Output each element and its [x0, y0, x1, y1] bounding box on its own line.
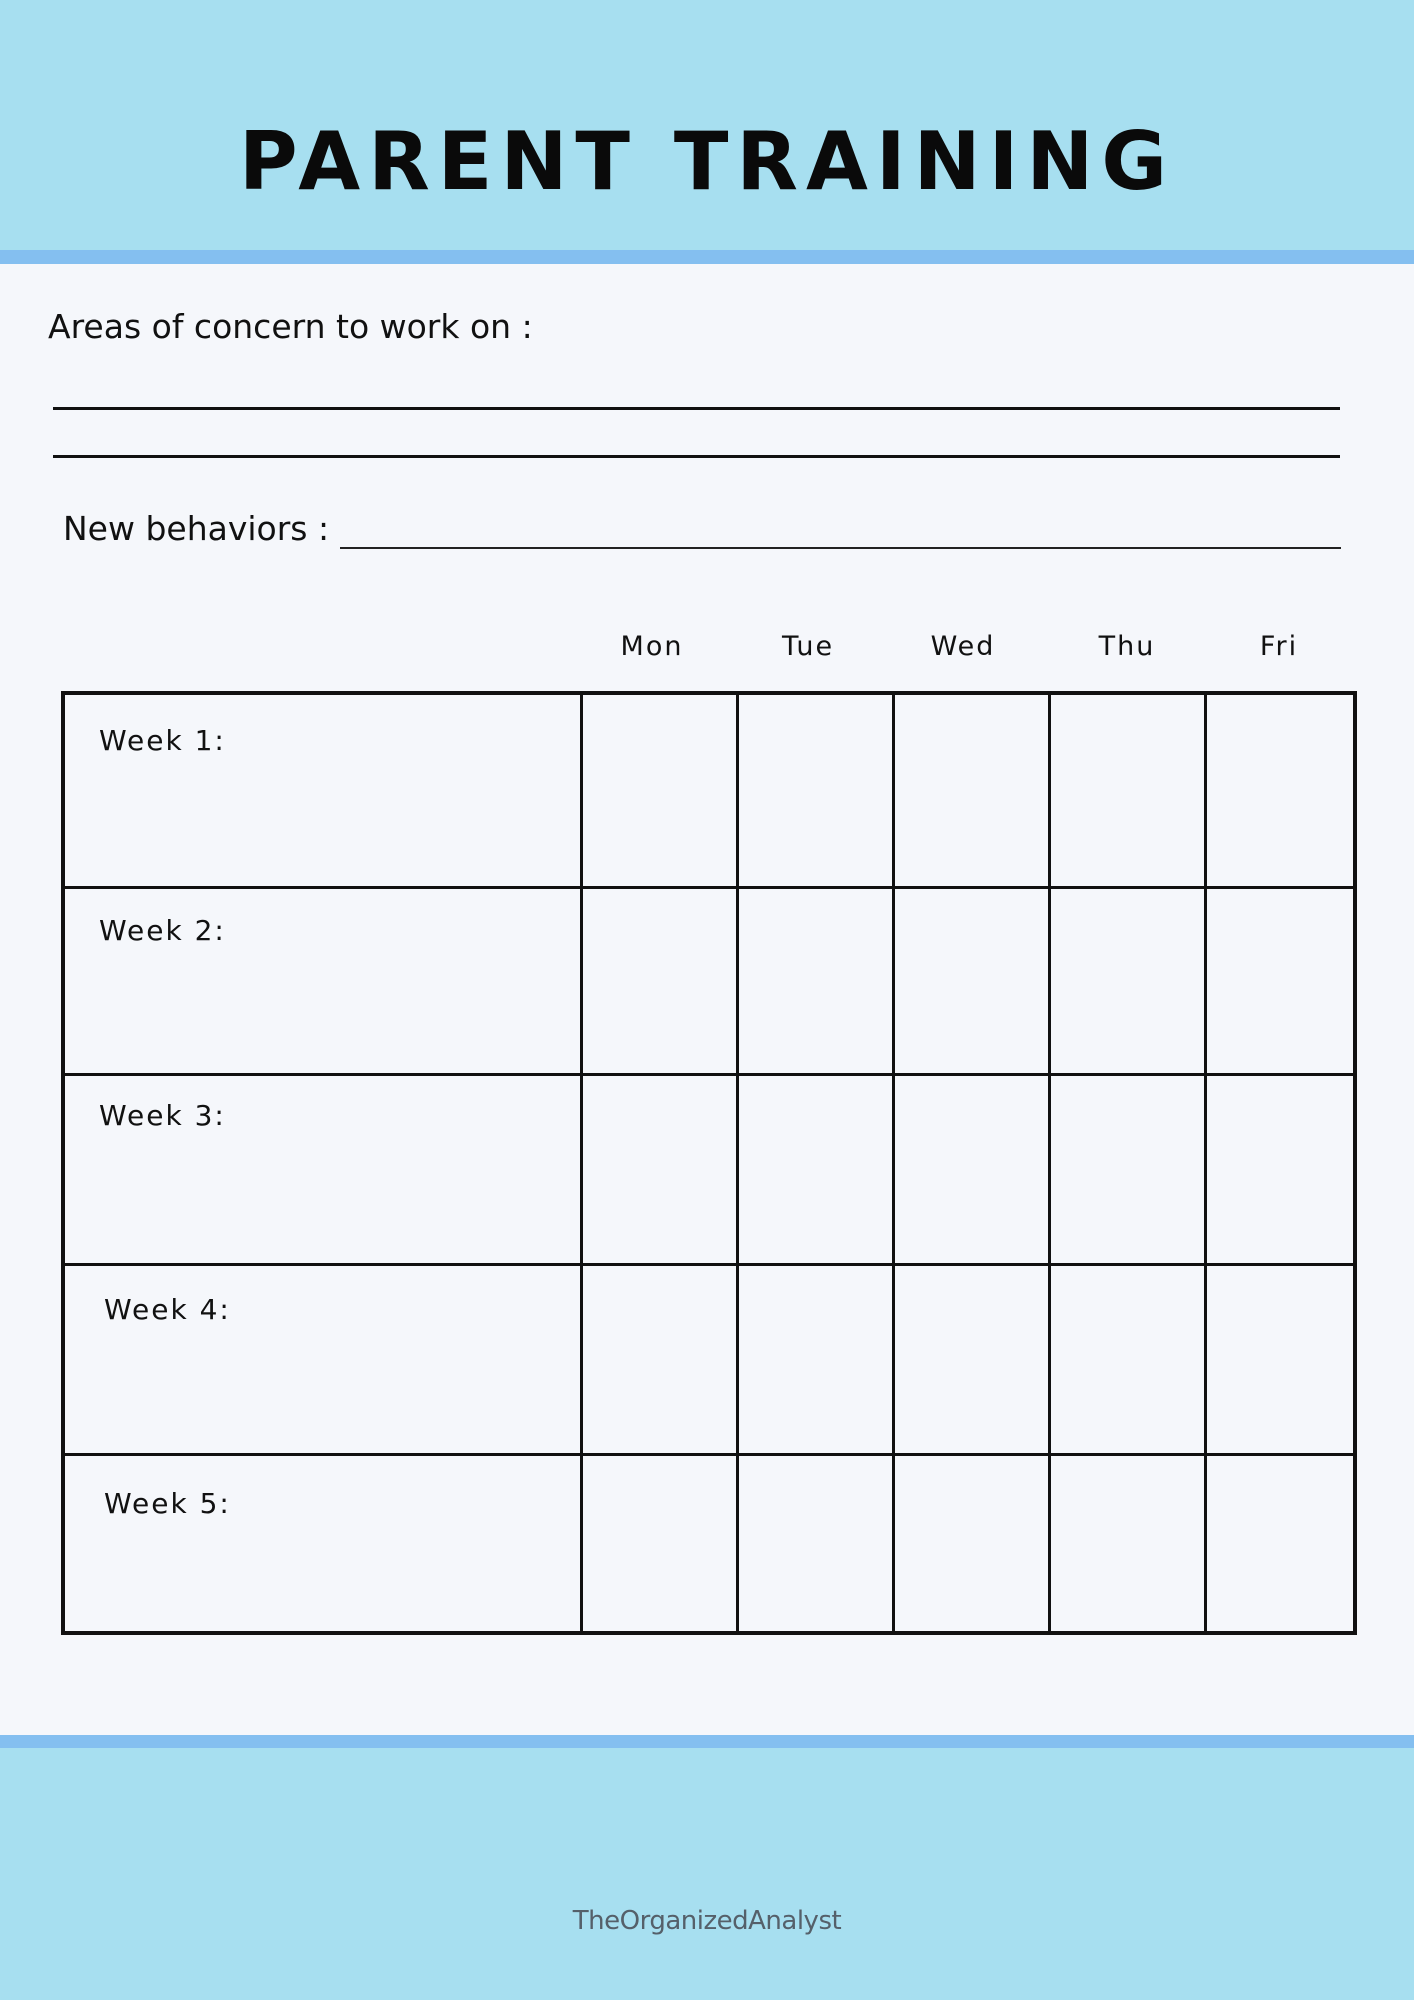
tracker-cell-mon[interactable]: [581, 693, 737, 887]
week-label-cell: [63, 693, 581, 887]
tracker-cell-fri[interactable]: [1205, 693, 1355, 887]
tracker-cell-tue[interactable]: [737, 1454, 893, 1633]
tracker-cell-wed[interactable]: [893, 1454, 1049, 1633]
areas-write-line-2[interactable]: [53, 455, 1340, 458]
tracker-cell-mon[interactable]: [581, 887, 737, 1074]
new-behaviors-label: New behaviors :: [63, 509, 330, 548]
areas-of-concern-label: Areas of concern to work on :: [48, 307, 533, 346]
tracker-cell-fri[interactable]: [1205, 887, 1355, 1074]
day-header-fri: Fri: [1259, 631, 1299, 662]
tracker-cell-thu[interactable]: [1049, 1264, 1205, 1454]
week-label: Week 5:: [104, 1486, 231, 1520]
tracker-cell-fri[interactable]: [1205, 1264, 1355, 1454]
tracker-cell-thu[interactable]: [1049, 1074, 1205, 1264]
week-label-cell: [63, 887, 581, 1074]
week-row: [63, 887, 1355, 1074]
week-label: Week 2:: [99, 913, 226, 947]
footer-banner: [0, 1748, 1414, 2000]
tracker-cell-mon[interactable]: [581, 1074, 737, 1264]
week-row: [63, 693, 1355, 887]
week-label-cell: [63, 1264, 581, 1454]
tracker-cell-wed[interactable]: [893, 1264, 1049, 1454]
tracker-cell-thu[interactable]: [1049, 1454, 1205, 1633]
weekly-tracker-table: [61, 691, 1357, 1635]
tracker-cell-mon[interactable]: [581, 1264, 737, 1454]
day-header-mon: Mon: [620, 631, 684, 662]
tracker-cell-tue[interactable]: [737, 693, 893, 887]
week-label: Week 3:: [99, 1098, 226, 1132]
tracker-cell-tue[interactable]: [737, 1074, 893, 1264]
tracker-cell-tue[interactable]: [737, 1264, 893, 1454]
week-label: Week 4:: [104, 1292, 231, 1326]
day-header-wed: Wed: [930, 631, 996, 662]
week-label-cell: [63, 1074, 581, 1264]
week-row: [63, 1074, 1355, 1264]
tracker-cell-fri[interactable]: [1205, 1454, 1355, 1633]
day-header-thu: Thu: [1098, 631, 1156, 662]
tracker-cell-mon[interactable]: [581, 1454, 737, 1633]
tracker-cell-wed[interactable]: [893, 887, 1049, 1074]
tracker-cell-fri[interactable]: [1205, 1074, 1355, 1264]
week-row: [63, 1264, 1355, 1454]
tracker-cell-tue[interactable]: [737, 887, 893, 1074]
footer-stripe: [0, 1735, 1414, 1748]
new-behaviors-write-line[interactable]: [340, 547, 1341, 549]
page-title: PARENT TRAINING: [238, 115, 1175, 208]
week-label: Week 1:: [99, 724, 226, 757]
week-label-cell: [63, 1454, 581, 1633]
tracker-cell-thu[interactable]: [1049, 887, 1205, 1074]
areas-write-line-1[interactable]: [53, 407, 1340, 410]
tracker-cell-wed[interactable]: [893, 1074, 1049, 1264]
footer-brand: TheOrganizedAnalyst: [572, 1906, 842, 1936]
week-row: [63, 1454, 1355, 1633]
tracker-cell-wed[interactable]: [893, 693, 1049, 887]
tracker-cell-thu[interactable]: [1049, 693, 1205, 887]
day-header-tue: Tue: [781, 631, 835, 662]
header-stripe: [0, 250, 1414, 264]
